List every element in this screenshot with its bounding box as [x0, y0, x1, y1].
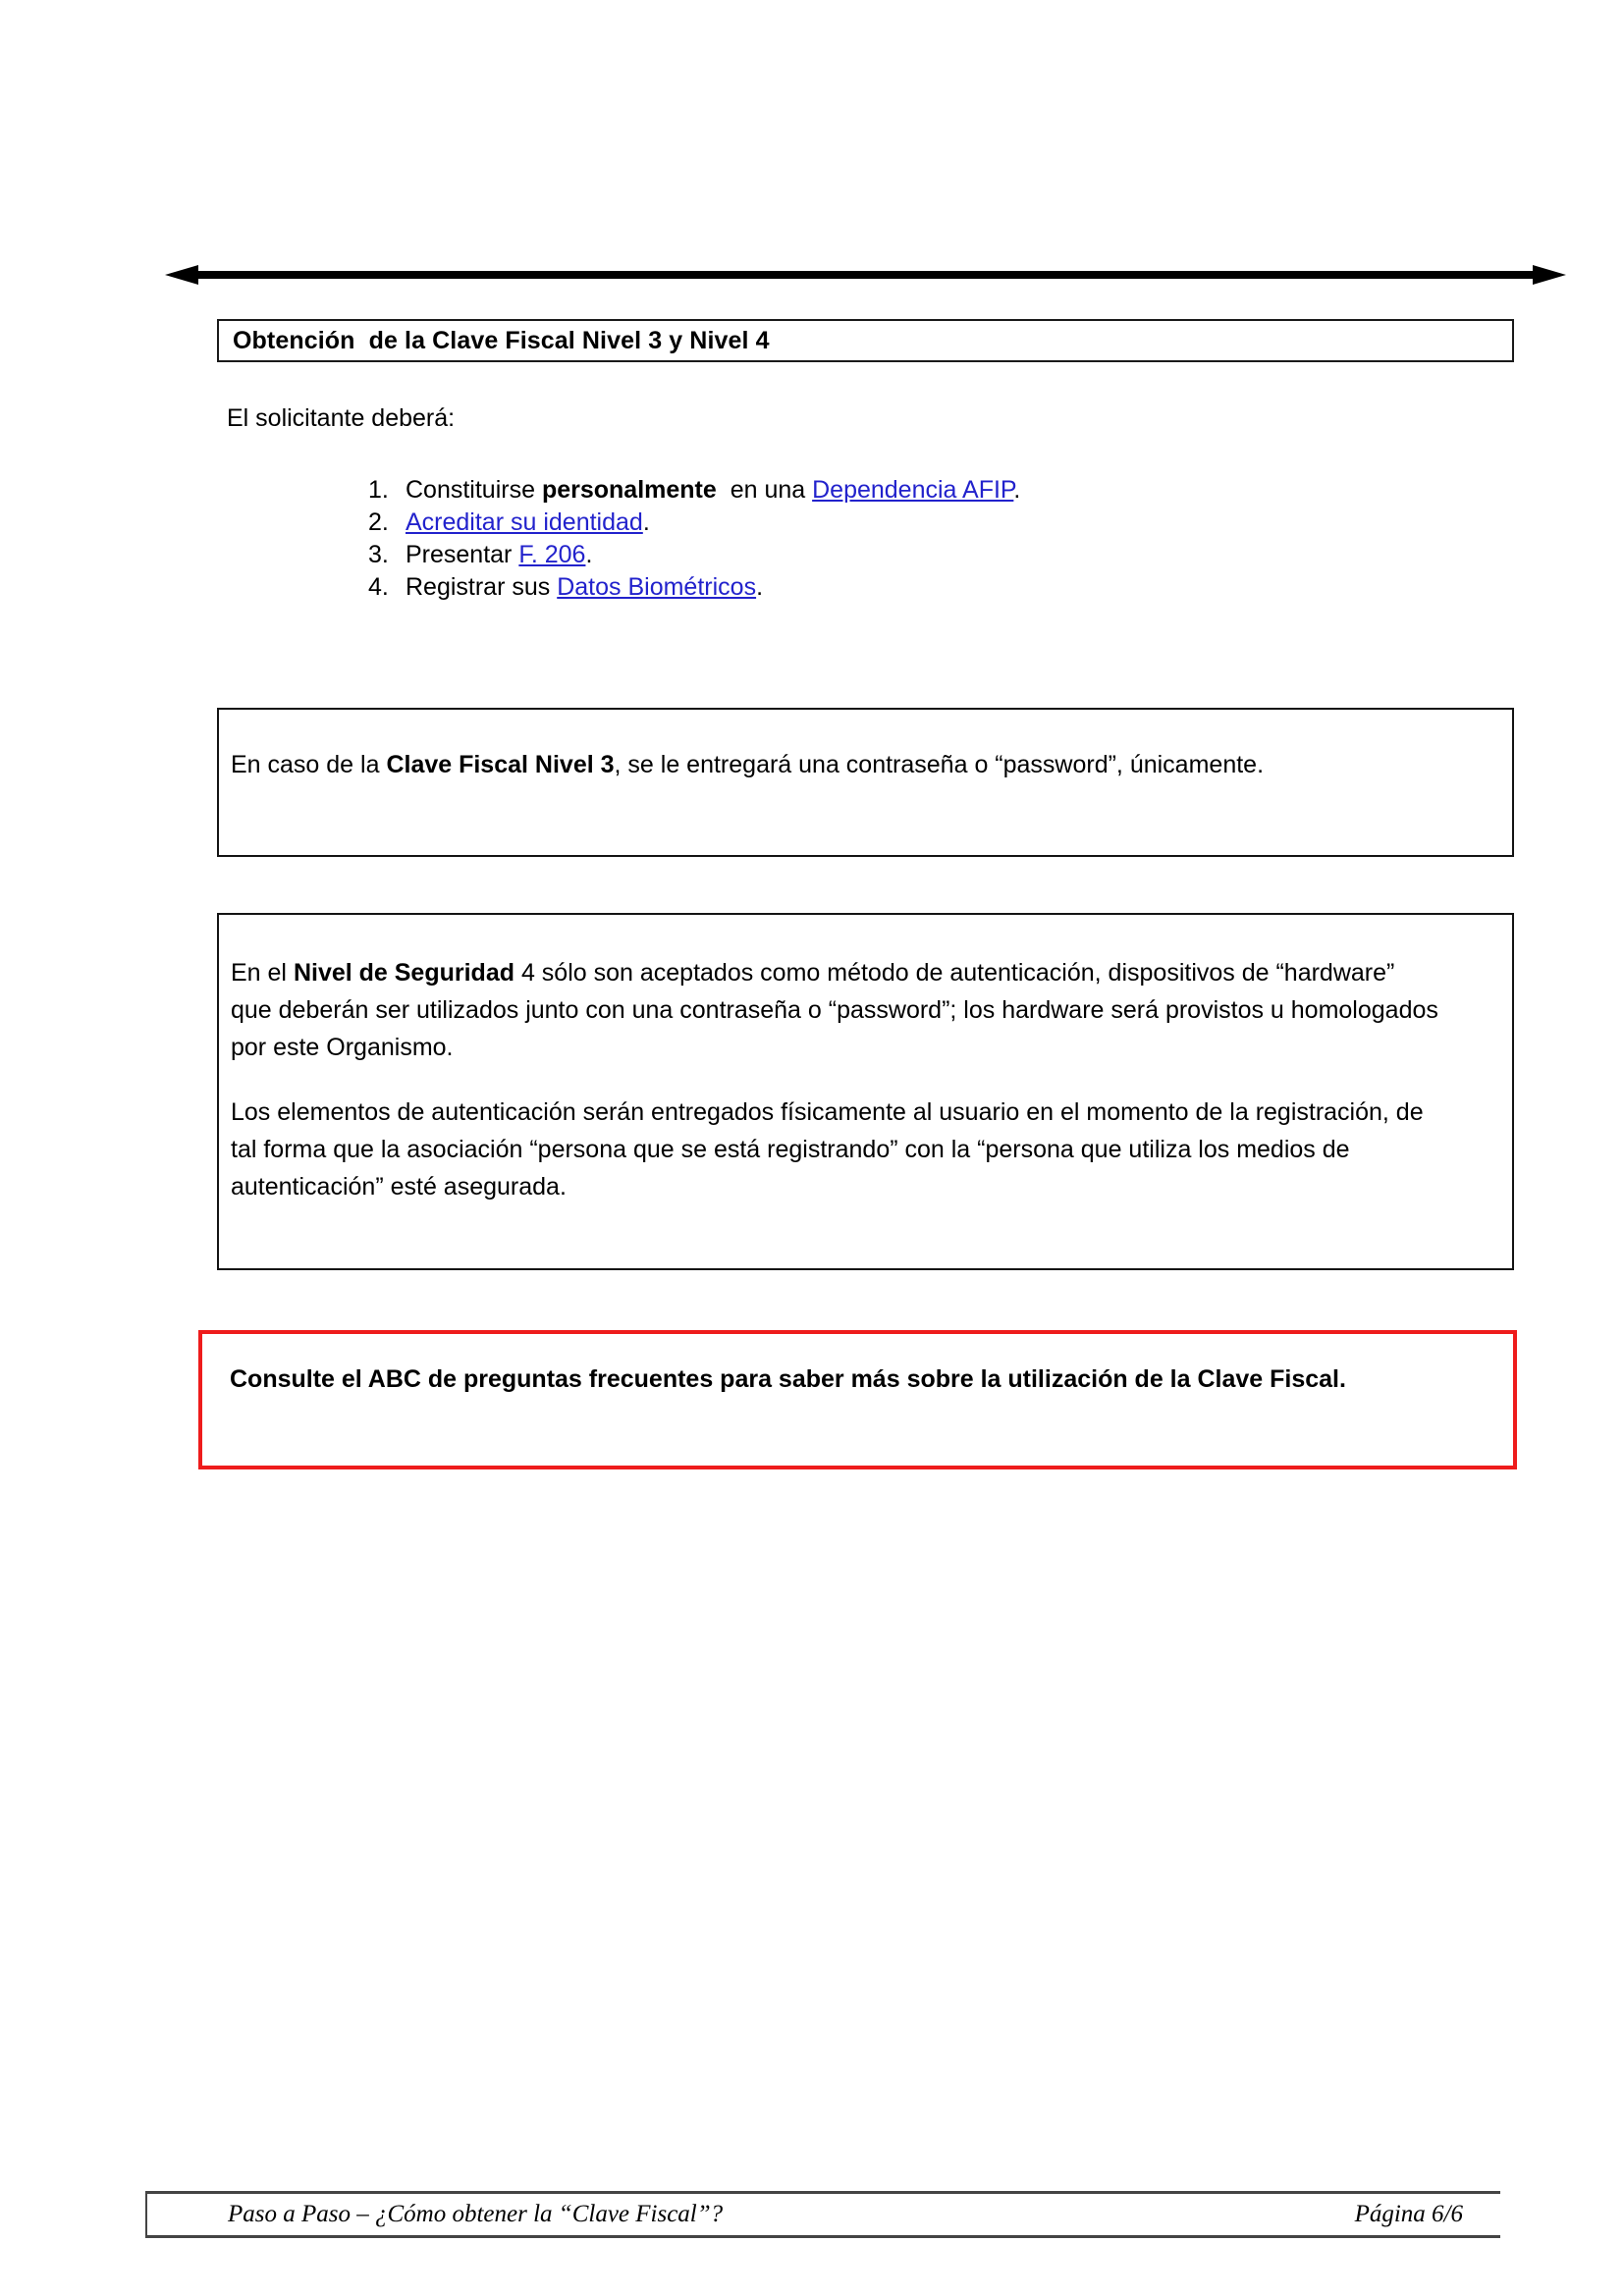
footer-page-number: Página 6/6 [1354, 2201, 1463, 2227]
requirements-list [368, 474, 1350, 604]
text-run: . [585, 541, 593, 568]
abc-callout-text: Consulte el ABC de preguntas frecuentes para saber más sobre la utilización de la Clave Fiscal. [230, 1365, 1346, 1393]
list-item-text [406, 571, 763, 604]
text-run: En caso de la [231, 751, 387, 778]
text-run: Constituirse [406, 476, 542, 504]
text-run: . [1013, 476, 1021, 504]
list-item [368, 539, 1350, 571]
list-item [368, 571, 1350, 604]
text-run: Registrar sus [406, 573, 558, 601]
list-item-number: 3. [368, 541, 389, 568]
note-box-nivel-4 [217, 913, 1514, 1270]
list-item-text [406, 474, 1020, 507]
horizontal-double-arrow-rule [165, 263, 1566, 287]
double-arrow-icon [165, 263, 1566, 287]
list-item-number: 2. [368, 508, 389, 536]
text-run: En el [231, 959, 294, 987]
list-item [368, 507, 1350, 539]
emphasis-text: personalmente [541, 476, 717, 504]
list-item-text [406, 539, 592, 571]
abc-callout-box [198, 1330, 1517, 1469]
text-run: en una [716, 476, 813, 504]
text-run: . [756, 573, 764, 601]
hyperlink[interactable]: Datos Biométricos [557, 573, 757, 601]
hyperlink[interactable]: Acreditar su identidad [406, 508, 643, 536]
list-item-text [406, 507, 650, 539]
text-run: , se le entregará una contraseña o “password”, únicamente. [614, 751, 1265, 778]
note-box-nivel-4-paragraph-2: Los elementos de autenticación serán entregados físicamente al usuario en el momento de la registración, de tal forma que la asociación “persona que se está registrando” con la “persona que utiliza los medios de autenticación” esté asegurada. [231, 1098, 1424, 1201]
text-run: 4 sólo son aceptados como método de autenticación, dispositivos de “hardware” que deberán ser utilizados junto con una contraseña o “password”; los hardware será provistos u homologados por este Organismo. [231, 959, 1438, 1061]
list-item [368, 474, 1350, 507]
section-title-box [217, 319, 1514, 362]
note-box-nivel-3-text [231, 746, 1495, 783]
footer-document-title: Paso a Paso – ¿Cómo obtener la “Clave Fiscal”? [228, 2201, 724, 2227]
text-run: . [642, 508, 650, 536]
intro-text: El solicitante deberá: [227, 404, 456, 432]
list-item-number: 4. [368, 573, 389, 601]
hyperlink[interactable]: Dependencia AFIP [812, 476, 1014, 504]
page-title: Obtención de la Clave Fiscal Nivel 3 y Nivel 4 [233, 326, 770, 354]
note-box-nivel-3 [217, 708, 1514, 857]
list-item-number: 1. [368, 476, 389, 504]
note-box-nivel-4-paragraph-1 [231, 954, 1438, 1066]
emphasis-text: Clave Fiscal Nivel 3 [386, 751, 615, 778]
emphasis-text: Nivel de Seguridad [293, 959, 514, 987]
page-footer [145, 2191, 1500, 2238]
text-run: Presentar [406, 541, 519, 568]
hyperlink[interactable]: F. 206 [518, 541, 586, 568]
